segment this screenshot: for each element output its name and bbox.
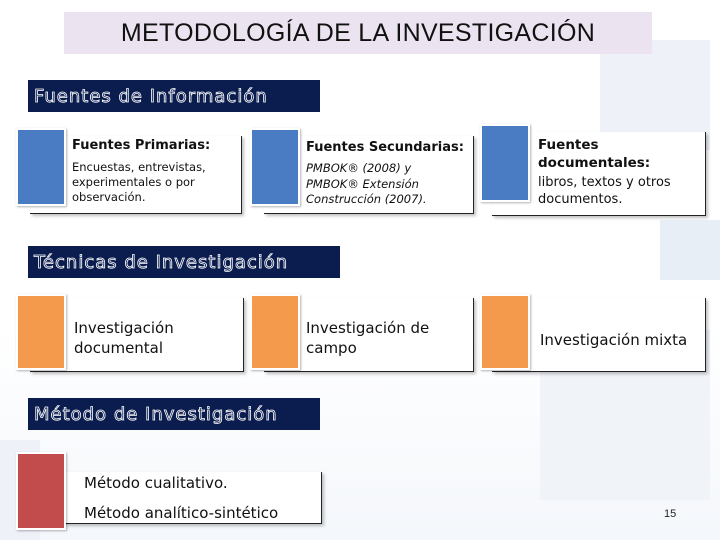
card-marker (250, 128, 300, 206)
card-body: libros, textos y otros documentos. (538, 175, 671, 207)
title-banner (64, 12, 652, 54)
card-body: Encuestas, entrevistas, experimentales o por observación. (72, 160, 206, 204)
section-heading-tecnicas (28, 246, 340, 278)
section-heading-text: Método de Investigación (34, 403, 278, 425)
section-heading-text: Técnicas de Investigación (34, 251, 289, 273)
card-label: Investigación de campo (306, 319, 430, 357)
list-item: Método analítico-sintético (84, 504, 279, 522)
card-marker (480, 294, 530, 370)
decorative-square (660, 220, 720, 280)
section-heading-fuentes (28, 80, 320, 112)
slide-title: METODOLOGÍA DE LA INVESTIGACIÓN (120, 18, 596, 47)
card-marker (250, 294, 300, 370)
card-marker (480, 124, 530, 202)
card-label: Investigación documental (74, 319, 174, 357)
card-marker (16, 452, 66, 530)
card-body: PMBOK® (2008) y PMBOK® Extensión Construcción (2007). (306, 161, 427, 206)
card-label: Investigación mixta (540, 331, 688, 349)
section-heading-text: Fuentes de Información (34, 85, 268, 107)
card-marker (16, 294, 66, 370)
card-marker (16, 128, 66, 206)
card-heading: Fuentes documentales: (538, 137, 651, 171)
list-item: Método cualitativo. (84, 474, 228, 492)
card-heading: Fuentes Secundarias: (306, 140, 464, 155)
page-number: 15 (664, 508, 677, 520)
section-heading-metodo (28, 398, 320, 430)
card-heading: Fuentes Primarias: (72, 138, 211, 153)
